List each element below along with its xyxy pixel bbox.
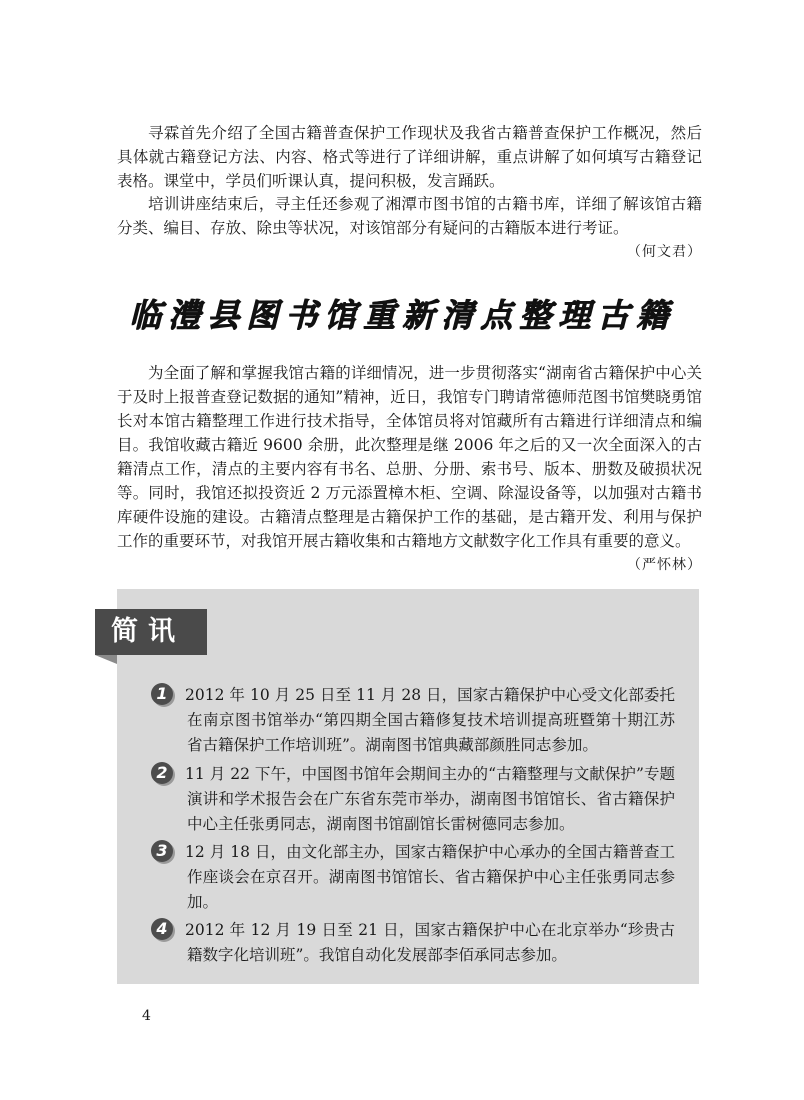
brief-news-heading: 简讯 bbox=[95, 609, 207, 655]
brief-item-text: 2012 年 10 月 25 日至 11 月 28 日，国家古籍保护中心受文化部委托在南京图书馆举办“第四期全国古籍修复技术培训提高班暨第十期江苏省古籍保护工作培训班”。湖南图书馆典藏部颜胜同志参加。 bbox=[185, 686, 675, 754]
article2-title: 临澧县图书馆重新清点整理古籍 bbox=[128, 296, 675, 334]
number-badge-icon: 2 bbox=[151, 762, 173, 784]
brief-item-text: 11 月 22 下午，中国图书馆年会期间主办的“古籍整理与文献保护”专题演讲和学术报告会在广东省东莞市举办，湖南图书馆馆长、省古籍保护中心主任张勇同志，湖南图书馆副馆长雷树德同志参加。 bbox=[185, 765, 675, 833]
brief-item bbox=[147, 918, 675, 968]
brief-item-text: 12 月 18 日，由文化部主办，国家古籍保护中心承办的全国古籍普查工作座谈会在京召开。湖南图书馆馆长、省古籍保护中心主任张勇同志参加。 bbox=[185, 843, 675, 911]
article1-paragraph-1-text: 寻霖首先介绍了全国古籍普查保护工作现状及我省古籍普查保护工作概况，然后具体就古籍登记方法、内容、格式等进行了详细讲解，重点讲解了如何填写古籍登记表格。课堂中，学员们听课认真，提问积极，发言踊跃。 bbox=[117, 124, 702, 190]
number-badge-icon: 3 bbox=[151, 840, 173, 862]
brief-item bbox=[147, 683, 675, 758]
brief-item bbox=[147, 840, 675, 915]
brief-tab-fold-decoration bbox=[95, 655, 117, 664]
article1-author: （何文君） bbox=[627, 244, 702, 260]
brief-item bbox=[147, 762, 675, 837]
article1-paragraph-2 bbox=[117, 192, 702, 264]
brief-news-box bbox=[111, 589, 699, 984]
article2-author: （严怀林） bbox=[627, 557, 702, 573]
article1-paragraph-2-text: 培训讲座结束后，寻主任还参观了湘潭市图书馆的古籍书库，详细了解该馆古籍分类、编目、存放、除虫等状况，对该馆部分有疑问的古籍版本进行考证。 bbox=[117, 195, 702, 237]
article1-paragraph-1 bbox=[117, 121, 702, 193]
article2-paragraph-text: 为全面了解和掌握我馆古籍的详细情况，进一步贯彻落实“湖南省古籍保护中心关于及时上报普查登记数据的通知”精神，近日，我馆专门聘请常德师范图书馆樊晓勇馆长对本馆古籍整理工作进行技术指导，全体馆员将对馆藏所有古籍进行详细清点和编目。我馆收藏古籍近 9600 余册，此次整理是继 2006 年之后的又一次全面深入的古籍清点工作，清点的主要内容有书名、总册、分册、索书号、版本、册数及破损状况等。同时，我馆还拟投资近 2 万元添置樟木柜、空调、除湿设备等，以加强对古籍书库硬件设施的建设。古籍清点整理是古籍保护工作的基础，是古籍开发、利用与保护工作的重要环节，对我馆开展古籍收集和古籍地方文献数字化工作具有重要的意义。 bbox=[117, 364, 702, 550]
page-number: 4 bbox=[142, 1008, 151, 1024]
number-badge-icon: 1 bbox=[151, 683, 173, 705]
article2-paragraph bbox=[117, 361, 702, 577]
brief-item-text: 2012 年 12 月 19 日至 21 日，国家古籍保护中心在北京举办“珍贵古籍数字化培训班”。我馆自动化发展部李佰承同志参加。 bbox=[185, 921, 675, 964]
number-badge-icon: 4 bbox=[151, 918, 173, 940]
